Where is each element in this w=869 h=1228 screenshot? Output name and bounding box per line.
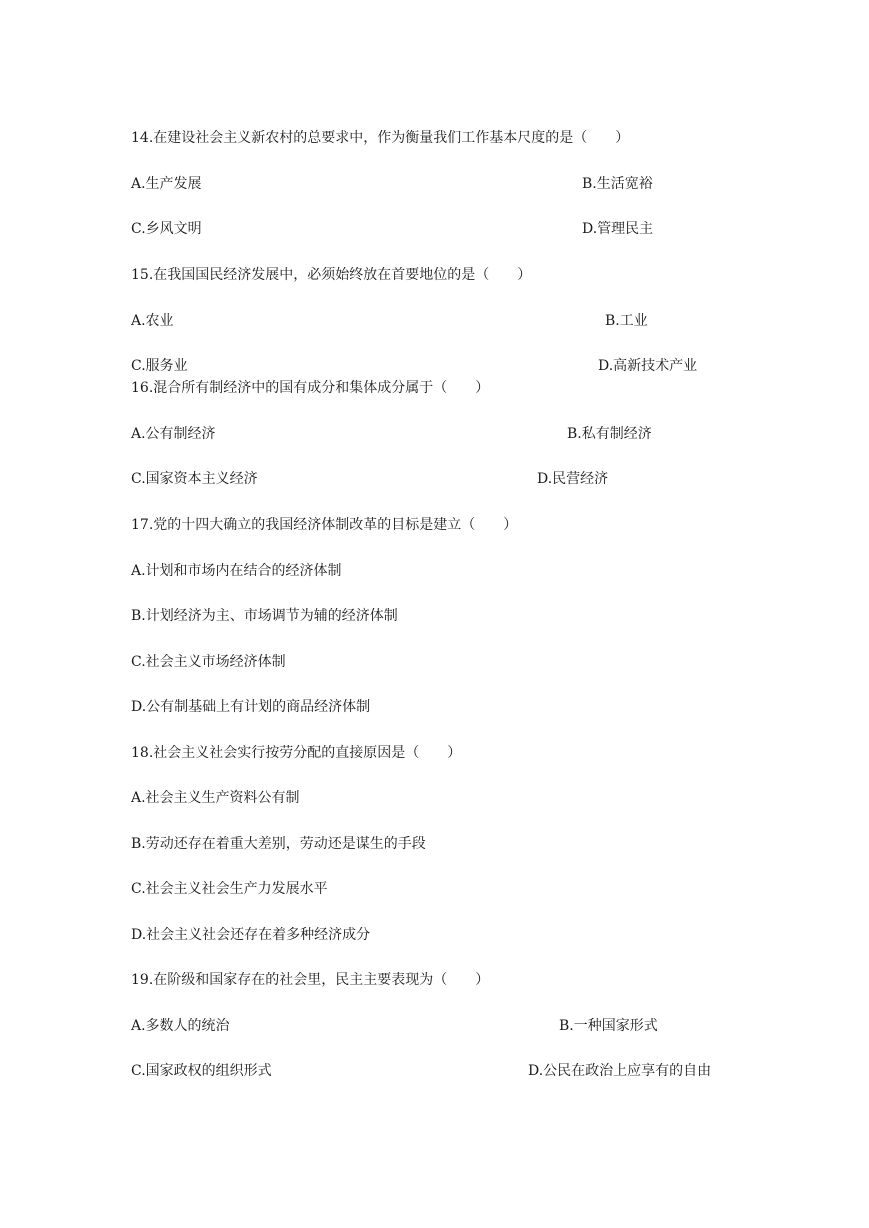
question-14-stem: 14.在建设社会主义新农村的总要求中，作为衡量我们工作基本尺度的是（ ）: [131, 130, 630, 146]
question-16-option-d: D.民营经济: [537, 471, 609, 487]
question-19-stem: 19.在阶级和国家存在的社会里，民主主要表现为（ ）: [131, 972, 490, 988]
question-14-option-b: B.生活宽裕: [582, 176, 653, 192]
question-15-option-c: C.服务业: [131, 358, 188, 374]
question-18-option-a: A.社会主义生产资料公有制: [131, 790, 300, 806]
question-16-option-a: A.公有制经济: [131, 426, 216, 442]
question-15-option-b: B.工业: [605, 313, 648, 329]
question-14-option-a: A.生产发展: [131, 176, 202, 192]
question-18-option-d: D.社会主义社会还存在着多种经济成分: [131, 927, 371, 943]
question-19-option-b: B.一种国家形式: [559, 1018, 658, 1034]
question-17-option-d: D.公有制基础上有计划的商品经济体制: [131, 699, 371, 715]
question-19-option-a: A.多数人的统治: [131, 1018, 230, 1034]
question-15-stem: 15.在我国国民经济发展中，必须始终放在首要地位的是（ ）: [131, 267, 532, 283]
question-19-option-d: D.公民在政治上应享有的自由: [528, 1063, 712, 1079]
question-17-option-b: B.计划经济为主、市场调节为辅的经济体制: [131, 608, 398, 624]
question-16-stem: 16.混合所有制经济中的国有成分和集体成分属于（ ）: [131, 380, 490, 396]
question-19-option-c: C.国家政权的组织形式: [131, 1063, 272, 1079]
question-18-option-b: B.劳动还存在着重大差别，劳动还是谋生的手段: [131, 836, 426, 852]
question-17-stem: 17.党的十四大确立的我国经济体制改革的目标是建立（ ）: [131, 517, 518, 533]
question-16-option-b: B.私有制经济: [567, 426, 652, 442]
question-18-option-c: C.社会主义社会生产力发展水平: [131, 881, 328, 897]
question-15-option-a: A.农业: [131, 313, 174, 329]
question-16-option-c: C.国家资本主义经济: [131, 471, 258, 487]
question-17-option-a: A.计划和市场内在结合的经济体制: [131, 563, 342, 579]
question-14-option-d: D.管理民主: [582, 221, 654, 237]
question-17-option-c: C.社会主义市场经济体制: [131, 654, 286, 670]
question-18-stem: 18.社会主义社会实行按劳分配的直接原因是（ ）: [131, 745, 462, 761]
question-15-option-d: D.高新技术产业: [598, 358, 698, 374]
question-14-option-c: C.乡风文明: [131, 221, 202, 237]
